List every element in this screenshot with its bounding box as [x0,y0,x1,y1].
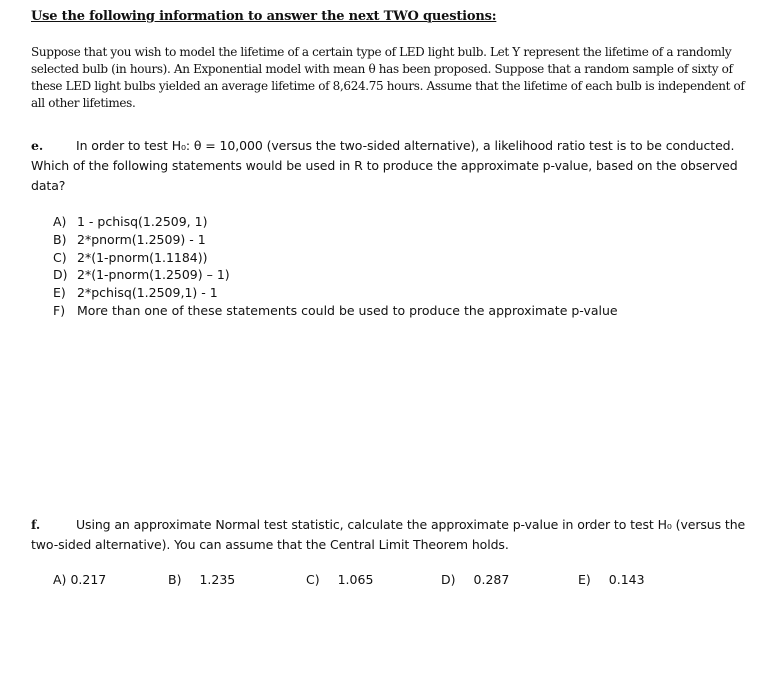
answer-value: 0.287 [473,572,510,587]
answer-value: 1.065 [337,572,374,587]
question-e-options [53,213,618,320]
answer-label: C) [306,572,320,587]
option-c [53,249,618,267]
option-label: D) [53,267,68,283]
option-f [53,302,618,320]
option-b [53,231,618,249]
question-e-text: In order to test H₀: θ = 10,000 (versus the two-sided alternative), a likelihood ratio test is to be conducted. Which of the following statements would be used in R to produce the approximate p-value, based on the observed data? [31,138,738,193]
option-text: 2*(1-pnorm(1.1184)) [77,249,208,265]
answer-option-d [441,572,509,587]
option-text: 1 - pchisq(1.2509, 1) [77,214,208,229]
question-f-text: Using an approximate Normal test statistic, calculate the approximate p-value in order to test H₀ (versus the two-sided alternative). You can assume that the Central Limit Theorem holds. [31,517,746,552]
intro-paragraph: Suppose that you wish to model the lifetime of a certain type of LED light bulb. Let Y represent the lifetime of a randomly selected bulb (in hours). An Exponential model with mean θ has been proposed. Suppose that a random sample of sixty of these LED light bulbs yielded an average lifetime of 8,624.75 hours. Assume that the lifetime of each bulb is independent of all other lifetimes. [31,45,745,110]
answer-option-c [306,572,373,587]
section-heading: Use the following information to answer the next TWO questions: [31,9,497,24]
answer-value: 0.143 [608,572,645,587]
option-label: B) [53,231,67,247]
option-a [53,213,618,231]
answer-option-b [168,572,235,587]
option-text: 2*pchisq(1.2509,1) - 1 [77,285,218,301]
option-label: F) [53,302,66,318]
question-f [31,515,751,555]
question-f-letter: f. [31,517,41,532]
option-text: More than one of these statements could be used to produce the approximate p-value [77,302,618,318]
answer-label: A) [53,572,67,587]
answer-option-e [578,572,645,587]
answer-label: B) [168,572,182,587]
option-label: C) [53,249,67,265]
question-e-letter: e. [31,138,44,153]
option-text: 2*(1-pnorm(1.2509) – 1) [77,267,230,283]
option-label: A) [53,214,67,229]
answer-label: E) [578,572,591,587]
answer-option-a [53,572,106,587]
question-e [31,136,751,196]
answer-label: D) [441,572,456,587]
answer-value: 0.217 [70,572,107,587]
answer-value: 1.235 [199,572,236,587]
option-label: E) [53,285,66,301]
option-d [53,266,618,284]
option-text: 2*pnorm(1.2509) - 1 [77,231,206,247]
option-e [53,284,618,302]
